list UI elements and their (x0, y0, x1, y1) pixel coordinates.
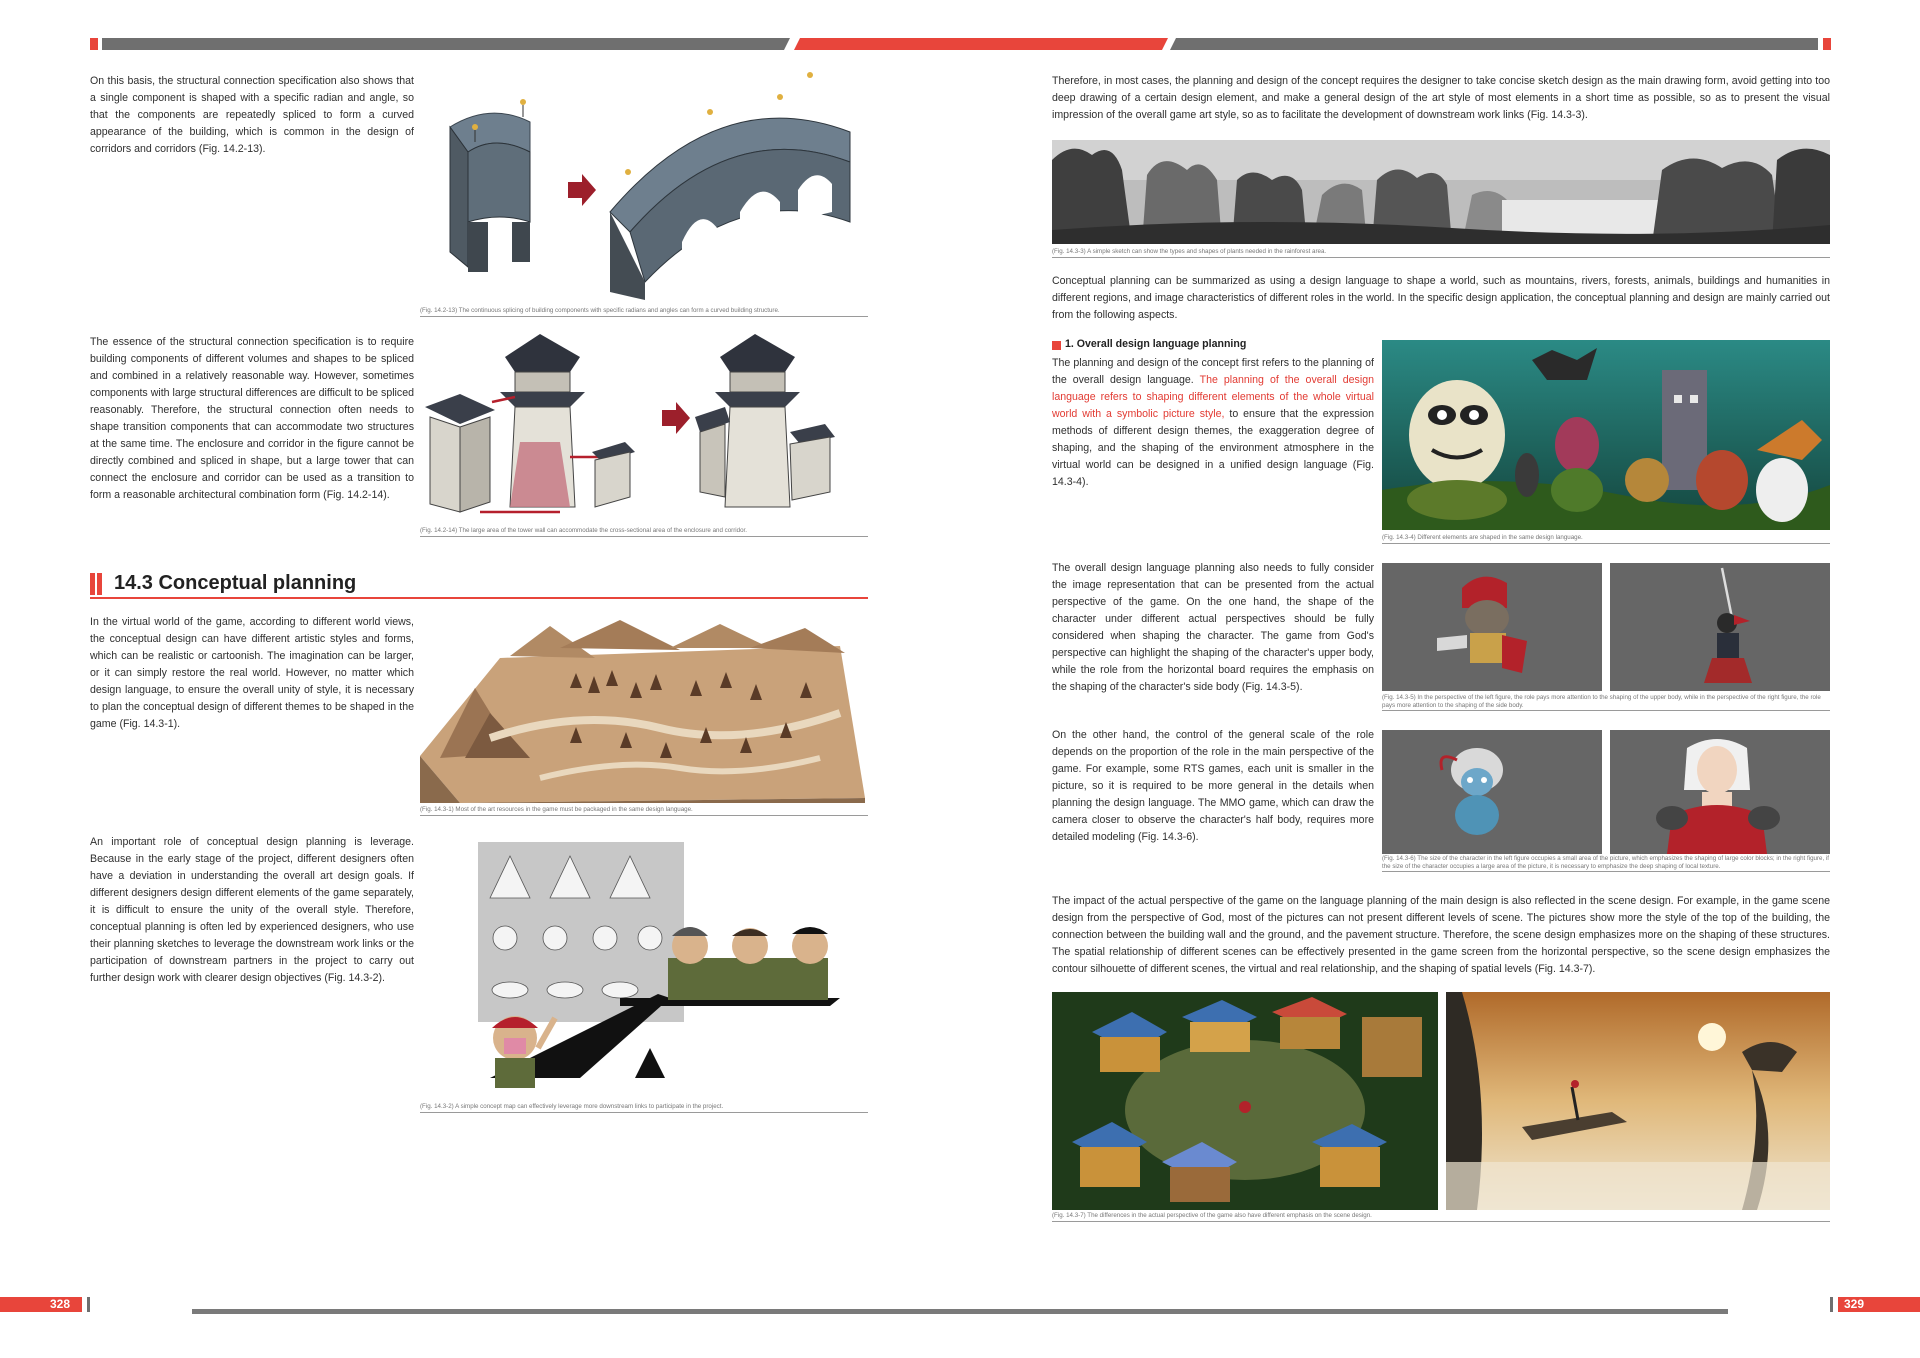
right-page-number-tick (1830, 1297, 1833, 1312)
left-page-number-tick (87, 1297, 90, 1312)
figure-caption: (Fig. 14.3-7) The differences in the actual perspective of the game also have different emphasis on the scene design. (1052, 1212, 1372, 1219)
caption-rule (1382, 543, 1830, 544)
section-underline (90, 597, 868, 599)
right-paragraph-1: Therefore, in most cases, the planning and design of the concept requires the designer to take concise sketch design as the main drawing form, avoid getting into too deep drawing of a certain design element, and make a general design of the art style of most elements in a short time as possible, so as to present the visual impression of the overall game art style, so as to facilitate the development of downstream work links (Fig. 14.3-3). (1052, 75, 1830, 121)
left-page-number-text: 328 (50, 1297, 71, 1311)
section-heading-marker-2 (97, 573, 102, 595)
figure-unified-characters (1382, 340, 1830, 530)
left-paragraph-3: In the virtual world of the game, according to different world views, the conceptual design can have different artistic styles and forms, which can be realistic or cartoonish. The imagination can be larger, or it can simply restore the real world. However, no matter which design language, to ensure the overall unity of style, it is necessary to plan the conceptual design of different themes to be shaped in the game (Fig. 14.3-1). (90, 616, 414, 730)
figure-terrain-map (420, 618, 868, 803)
caption-rule (420, 1112, 868, 1113)
figure-caption: (Fig. 14.3-3) A simple sketch can show the types and shapes of plants needed in the rainforest area. (1052, 248, 1327, 255)
figure-caption: (Fig. 14.3-6) The size of the character in the left figure occupies a small area of the picture, which emphasizes the shaping of large color blocks; in the right figure, if the size of the character occupies a large area of the picture, it is necessary to emphasize the deep shaping of local texture. (1382, 855, 1829, 870)
left-paragraph-2: The essence of the structural connection specification is to require building components of different volumes and shapes to be spliced and combined in a relatively reasonable way. However, sometimes components with large structural differences are difficult to be spliced reasonably. Therefore, the structural connection often needs to shape transition components that can accommodate two structures at the same time. The enclosure and corridor in the figure cannot be directly combined and spliced in shape, but a large tower that can connect the enclosure and corridor can be used as a transition to form a reasonable architectural combination form (Fig. 14.2-14). (90, 336, 414, 501)
section-heading (90, 570, 868, 600)
subheading-marker (1052, 341, 1061, 350)
figure-rainforest-sketch (1052, 140, 1830, 244)
caption-rule (1052, 257, 1830, 258)
figure-leverage-concept (420, 838, 868, 1103)
subheading (1052, 338, 1382, 354)
right-page-number-text: 329 (1844, 1297, 1865, 1311)
right-paragraph-3 (1052, 355, 1374, 491)
figure-perspective-characters (1382, 563, 1830, 691)
right-paragraph-2: Conceptual planning can be summarized as using a design language to shape a world, such as mountains, rivers, forests, animals, buildings and humanities in different regions, and image characteristics of different roles in the world. In the specific design application, the conceptual planning and design are mainly carried out from the following aspects. (1052, 275, 1830, 321)
caption-rule (1052, 1221, 1830, 1222)
left-paragraph-4: An important role of conceptual design planning is leverage. Because in the early stage of the project, different designers often have a deviation in understanding the overall art design goals. If different designers design different elements of the game separately, it is difficult to ensure the unity of the overall style. Therefore, conceptual planning is often led by experienced designers, who use their planning sketches to leverage the downstream work links or the participation of downstream partners in the project to carry out further design work with clearer design objectives (Fig. 14.3-2). (90, 836, 414, 984)
header-bar-graphic (0, 0, 1920, 60)
caption-rule (1382, 871, 1830, 872)
caption-rule (420, 316, 868, 317)
highlighted-definition: The planning of the overall design language refers to shaping different elements of the whole virtual world with a symbolic picture style, (1052, 374, 1374, 420)
left-page-number (0, 1297, 82, 1312)
header-bar (0, 0, 1920, 60)
figure-tower-transition (420, 332, 868, 522)
right-page-number (1838, 1297, 1920, 1312)
figure-caption: (Fig. 14.3-5) In the perspective of the left figure, the role pays more attention to the shaping of the upper body, while in the perspective of the right figure, the role pays more attention to the shaping of the side body. (1382, 694, 1821, 709)
figure-curved-bridge (420, 72, 868, 300)
right-paragraph-6: The impact of the actual perspective of the game on the language planning of the main design is also reflected in the scene design. For example, in the game scene design from the perspective of God, most of the pictures can not present different levels of scene. The pictures show more the style of the top of the building, the connection between the building wall and the ground, and the pavement structure. Therefore, the scene design emphasizes more on the shaping of these structures. The spatial relationship of different scenes can be effectively presented in the game screen from the horizontal perspective, so the scene design emphasizes the contour silhouette of different scenes, the virtual and real relationship, and the shaping of spatial levels (Fig. 14.3-7). (1052, 895, 1830, 975)
right-paragraph-3-text: The planning and design of the concept first refers to the planning of the overall design language. (1052, 357, 1374, 386)
figure-caption: (Fig. 14.3-1) Most of the art resources in the game must be packaged in the same design language. (420, 806, 693, 813)
left-paragraph-1: On this basis, the structural connection specification also shows that a single component is shaped with a specific radian and angle, so that the components are repeatedly spliced to form a curved appearance of the building, which is common in the design of corridors and corridors (Fig. 14.2-13). (90, 75, 414, 155)
figure-caption: (Fig. 14.2-13) The continuous splicing of building components with specific radians and angles can form a curved building structure. (420, 307, 780, 314)
footer-rule (192, 1309, 1728, 1314)
right-paragraph-3-continued: to ensure that the expression methods of different design themes, the exaggeration degree of shaping, and the shaping of the environment atmosphere in the virtual world can be designed in a unified design language (Fig. 14.3-4). (1052, 408, 1374, 488)
caption-rule (420, 815, 868, 816)
figure-caption: (Fig. 14.2-14) The large area of the tower wall can accommodate the cross-sectional area of the enclosure and corridor. (420, 527, 747, 534)
figure-scene-perspectives (1052, 992, 1830, 1210)
figure-scale-characters (1382, 730, 1830, 854)
right-paragraph-4: The overall design language planning also needs to fully consider the image representation that can be presented from the actual perspective of the game. On the one hand, the shape of the character under different actual perspectives should be fully considered when shaping the character. The game from God's perspective can highlight the shaping of the character's upper body, while the role from the horizontal board requires the emphasis on the shaping of the character's side body (Fig. 14.3-5). (1052, 562, 1374, 693)
caption-rule (1382, 710, 1830, 711)
section-heading-marker (90, 573, 95, 595)
section-title: 14.3 Conceptual planning (114, 572, 357, 594)
figure-caption: (Fig. 14.3-4) Different elements are shaped in the same design language. (1382, 534, 1583, 541)
right-paragraph-5: On the other hand, the control of the general scale of the role depends on the proportion of the role in the main perspective of the game. For example, some RTS games, each unit is smaller in the picture, so it is required to be more general in the details when planning the design language. The MMO game, which can draw the camera closer to observe the character's half body, requires more detailed modeling (Fig. 14.3-6). (1052, 729, 1374, 843)
subheading-text: 1. Overall design language planning (1065, 338, 1247, 350)
figure-caption: (Fig. 14.3-2) A simple concept map can effectively leverage more downstream links to participate in the project. (420, 1103, 724, 1110)
caption-rule (420, 536, 868, 537)
